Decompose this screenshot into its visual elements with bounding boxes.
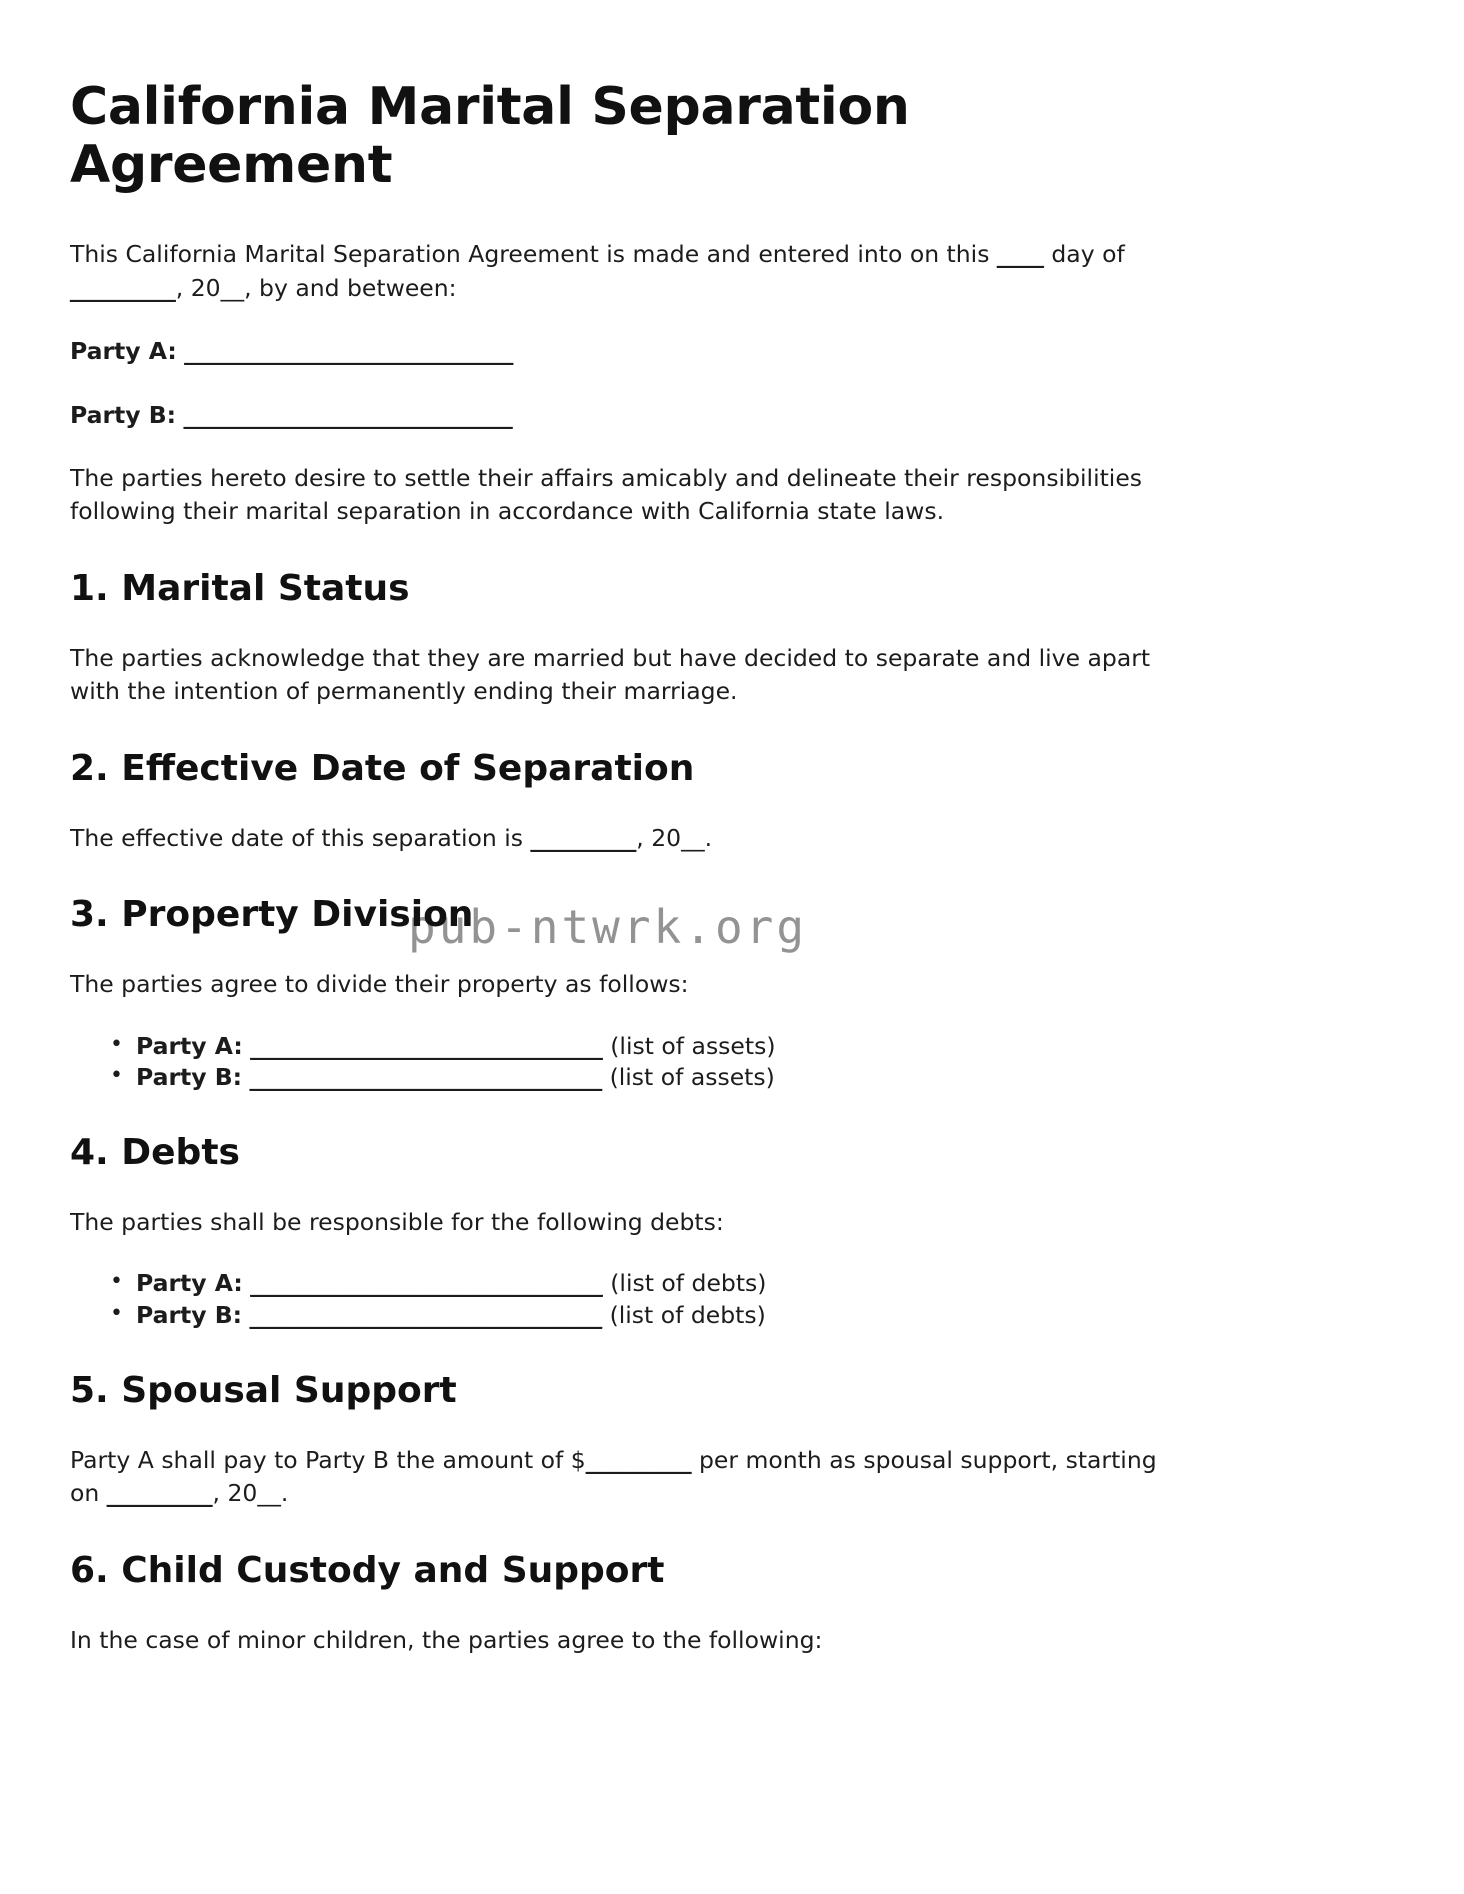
party-b-blank: ____________________________ <box>183 400 513 429</box>
section-5-blank-startdate: _________ <box>106 1479 213 1508</box>
intro-text-part1: This California Marital Separation Agreement is made and entered into on this <box>70 240 997 269</box>
section-1-body: The parties acknowledge that they are married but have decided to separate and live apart with the intention of permanently ending their marriage. <box>70 643 1151 706</box>
party-b-label: Party B: <box>70 400 177 429</box>
intro-text-part2: day of <box>1043 240 1125 269</box>
debts-party-b-blank: ______________________________ <box>249 1301 603 1329</box>
party-b-signature-line <box>70 399 1394 432</box>
property-party-a-blank: ______________________________ <box>250 1031 603 1060</box>
section-5-blank-amount: _________ <box>585 1445 692 1474</box>
section-2-text-post: , 20__. <box>636 823 713 852</box>
section-heading-5: 5. Spousal Support <box>70 1369 457 1411</box>
section-heading-4: 4. Debts <box>70 1131 240 1173</box>
section-4-body: The parties shall be responsible for the following debts: <box>70 1208 724 1237</box>
section-heading-1: 1. Marital Status <box>70 567 410 609</box>
property-division-list <box>70 1032 1394 1093</box>
section-3-container <box>70 893 1394 1093</box>
property-party-b-blank: ______________________________ <box>249 1063 603 1092</box>
intro-blank-day: ____ <box>996 240 1044 269</box>
list-item <box>110 1269 1394 1299</box>
preamble-paragraph: The parties hereto desire to settle their affairs amicably and delineate their responsibilities following their marital separation in accordance with California state laws. <box>70 463 1143 526</box>
section-2-body <box>70 822 1160 855</box>
property-party-a-label: Party A: <box>136 1031 243 1060</box>
list-item <box>110 1032 1394 1062</box>
page-title: California Marital Separation Agreement <box>70 77 910 196</box>
property-party-a-note: (list of assets) <box>610 1031 776 1060</box>
section-heading-6: 6. Child Custody and Support <box>70 1549 665 1591</box>
section-5-text-pre: Party A shall pay to Party B the amount of $ <box>70 1445 586 1474</box>
section-5-text-post: , 20__. <box>212 1479 289 1508</box>
list-item <box>110 1063 1394 1093</box>
intro-paragraph <box>70 238 1160 305</box>
debts-party-a-label: Party A: <box>136 1269 243 1298</box>
section-2-blank-date: _________ <box>530 823 637 852</box>
section-heading-3: 3. Property Division <box>70 894 474 936</box>
party-a-label: Party A: <box>70 337 177 366</box>
list-item <box>110 1301 1394 1331</box>
intro-blank-month: _________ <box>70 273 176 302</box>
debts-party-a-note: (list of debts) <box>610 1269 767 1298</box>
property-party-b-label: Party B: <box>136 1063 243 1092</box>
section-5-text-mid: per month as spousal support, starting on <box>70 1445 1157 1508</box>
intro-text-part3: , 20__, by and between: <box>175 273 457 302</box>
debts-party-b-note: (list of debts) <box>609 1301 766 1329</box>
watermark: pub-ntwrk.org <box>408 900 808 954</box>
property-party-b-note: (list of assets) <box>609 1063 775 1092</box>
section-3-body: The parties agree to divide their property as follows: <box>70 970 689 999</box>
debts-list <box>70 1269 1394 1330</box>
debts-party-b-label: Party B: <box>136 1301 243 1329</box>
section-2-text-pre: The effective date of this separation is <box>70 823 531 852</box>
party-a-signature-line <box>70 335 1394 368</box>
section-heading-2: 2. Effective Date of Separation <box>70 747 695 789</box>
section-5-body <box>70 1444 1160 1511</box>
debts-party-a-blank: ______________________________ <box>250 1269 603 1298</box>
party-a-blank: ____________________________ <box>184 337 514 366</box>
section-6-body: In the case of minor children, the parties agree to the following: <box>70 1625 823 1654</box>
